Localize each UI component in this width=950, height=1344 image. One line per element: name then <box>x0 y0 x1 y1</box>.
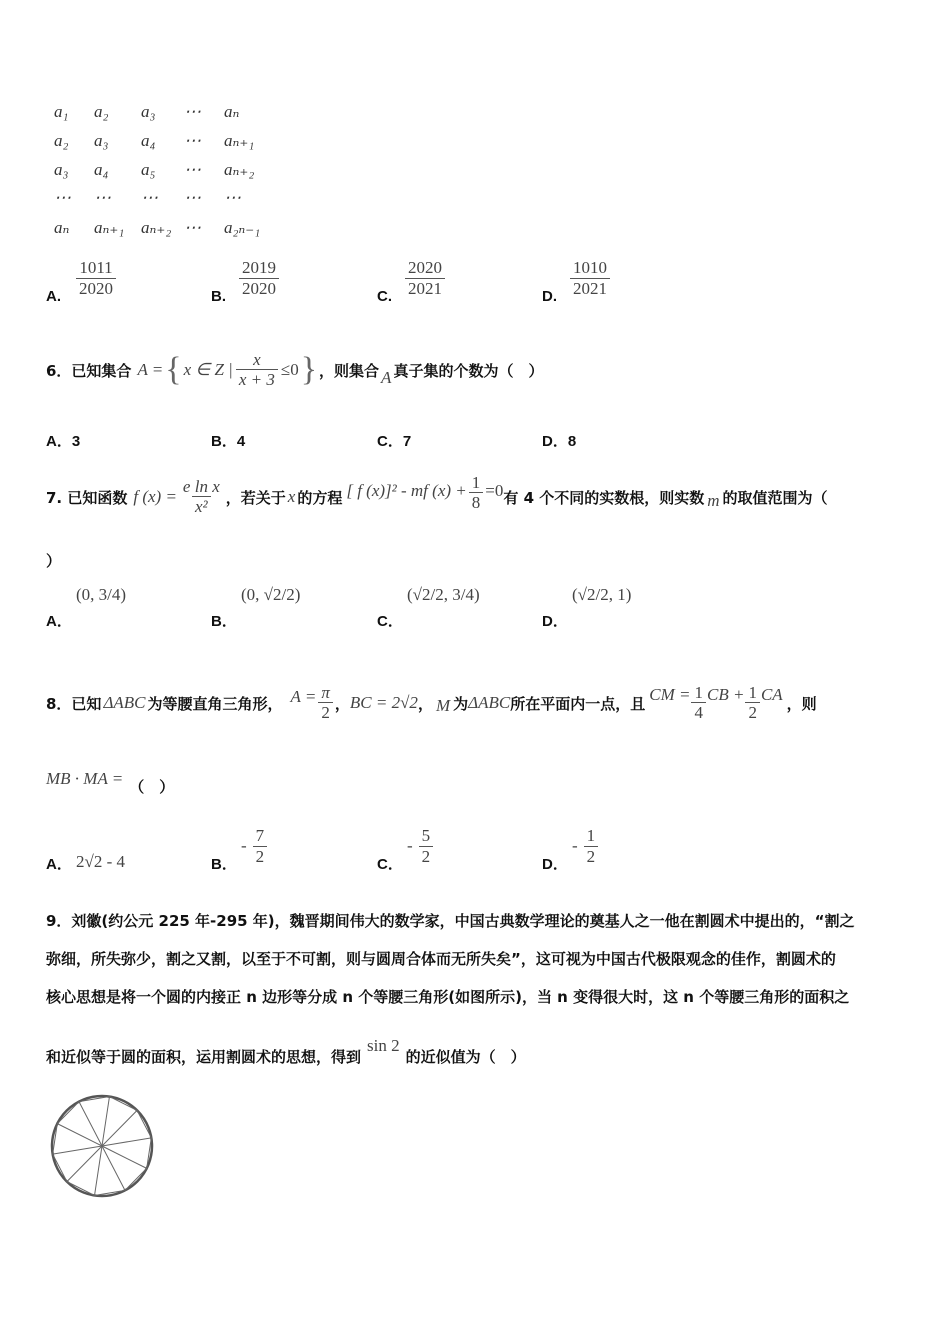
radius-line <box>57 1124 102 1146</box>
matrix-cell: ⋯ <box>184 131 201 150</box>
inscribed-polygon-figure <box>48 1092 156 1200</box>
matrix-cell: a₂ₙ₋₁ <box>224 218 261 237</box>
option-label: C. <box>377 288 392 305</box>
matrix-cell: aₙ <box>54 218 70 237</box>
q8-option-d: - $\frac{1}{2}$ <box>572 826 598 867</box>
matrix-cell: a₂ <box>54 131 69 150</box>
q7-option-d: (√2/2, 1) <box>572 585 632 604</box>
matrix-cell: aₙ <box>224 102 240 121</box>
radius-line <box>102 1146 147 1168</box>
q6-option-b: B．4 <box>211 433 246 450</box>
q9-line-4: 和近似等于圆的面积，运用割圆术的思想，得到 sin 2 的近似值为（ ） <box>46 1036 526 1066</box>
matrix-cell: aₙ₊₂ <box>224 160 255 179</box>
option-label: D. <box>542 288 557 305</box>
q8-options <box>46 826 686 876</box>
q7-close-paren: ） <box>46 552 62 570</box>
option-fraction: $\frac{1010}{2021}$ <box>570 258 610 299</box>
q7-option-a: (0, 3/4) <box>76 585 127 604</box>
matrix-cell: aₙ₊₁ <box>94 218 125 237</box>
q8-option-b: - $\frac{7}{2}$ <box>241 826 267 867</box>
option-fraction: $\frac{2020}{2021}$ <box>405 258 445 299</box>
question-6: 6．已知集合 A = { x ∈ Z | $\frac{x}{x + 3}$ ≤0 } ，则集合 A 真子集的个数为（ ） <box>46 349 544 390</box>
matrix-cell: ⋯ <box>184 160 201 179</box>
matrix-cell: a₄ <box>141 131 156 150</box>
option-fraction: $\frac{1011}{2020}$ <box>76 258 116 299</box>
matrix-cell: a₃ <box>54 160 69 179</box>
q9-line-2: 弥细，所失弥少，割之又割，以至于不可割，则与圆周合体而无所失矣”，这可视为中国古代极限观念的佳作，割圆术的 <box>46 950 836 968</box>
option-label: C． <box>377 613 403 630</box>
option-label: B. <box>211 288 226 305</box>
radius-line <box>95 1146 102 1195</box>
q8-option-c: - $\frac{5}{2}$ <box>407 826 433 867</box>
option-label: A. <box>46 288 61 305</box>
matrix-cell: ⋯ <box>94 188 111 207</box>
option-label: B． <box>211 856 237 873</box>
matrix-cell: ⋯ <box>184 218 201 237</box>
option-label: C． <box>377 856 403 873</box>
matrix-cell: aₙ₊₂ <box>141 218 172 237</box>
matrix-cell: aₙ₊₁ <box>224 131 255 150</box>
radius-line <box>102 1146 125 1190</box>
q6-option-c: C．7 <box>377 433 412 450</box>
matrix-cell: a₃ <box>94 131 109 150</box>
option-label: A． <box>46 856 72 873</box>
q6-option-a: A．3 <box>46 433 81 450</box>
q5-options <box>46 258 666 308</box>
q8-dot-product: MB · MA = （ ） <box>46 768 175 796</box>
question-7: 7. 已知函数 f (x) = $\frac{\text{e ln x}}{\text{x²}}$ ，若关于 x 的方程 [ f (x)]² - mf (x) + $\frac{1}{8}$ =0 有 4 个不同的实数根，则实数 m 的取值范围为（ <box>46 472 828 517</box>
q9-line-3: 核心思想是将一个圆的内接正 n 边形等分成 n 个等腰三角形(如图所示)，当 n 变得很大时，这 n 个等腰三角形的面积之 <box>46 988 850 1006</box>
q7-option-b: (0, √2/2) <box>241 585 301 604</box>
option-label: A． <box>46 613 72 630</box>
q6-option-d: D．8 <box>542 433 577 450</box>
option-label: D． <box>542 613 568 630</box>
q8-option-a: 2√2 - 4 <box>76 852 125 871</box>
matrix-cell: a₅ <box>141 160 156 179</box>
matrix-cell: a₄ <box>94 160 109 179</box>
q7-options <box>46 585 686 635</box>
matrix-cell: ⋯ <box>224 188 241 207</box>
left-brace: { <box>165 351 182 388</box>
q7-option-c: (√2/2, 3/4) <box>407 585 480 604</box>
matrix-cell: ⋯ <box>54 188 71 207</box>
option-label: B． <box>211 613 237 630</box>
matrix-cell: ⋯ <box>141 188 158 207</box>
matrix-cell: a₁ <box>54 102 69 121</box>
matrix-cell: a₃ <box>141 102 156 121</box>
question-8: 8．已知 ΔABC 为等腰直角三角形， A = $\frac{\pi}{2}$ ， BC = 2√2 ， M 为 ΔABC 所在平面内一点，且 CM = $\frac{1}{4}$ CB + $\frac{1}{2}$ CA ，则 <box>46 682 817 723</box>
option-fraction: $\frac{2019}{2020}$ <box>239 258 279 299</box>
radius-line <box>102 1097 109 1146</box>
matrix-cell: a₂ <box>94 102 109 121</box>
matrix-cell: ⋯ <box>184 102 201 121</box>
matrix-cell: ⋯ <box>184 188 201 207</box>
radius-line <box>79 1102 102 1146</box>
option-label: D． <box>542 856 568 873</box>
right-brace: } <box>300 351 318 388</box>
q9-line-1: 9．刘徽(约公元 225 年-295 年)，魏晋期间伟大的数学家，中国古典数学理论的奠基人之一他在割圆术中提出的，“割之 <box>46 912 855 930</box>
